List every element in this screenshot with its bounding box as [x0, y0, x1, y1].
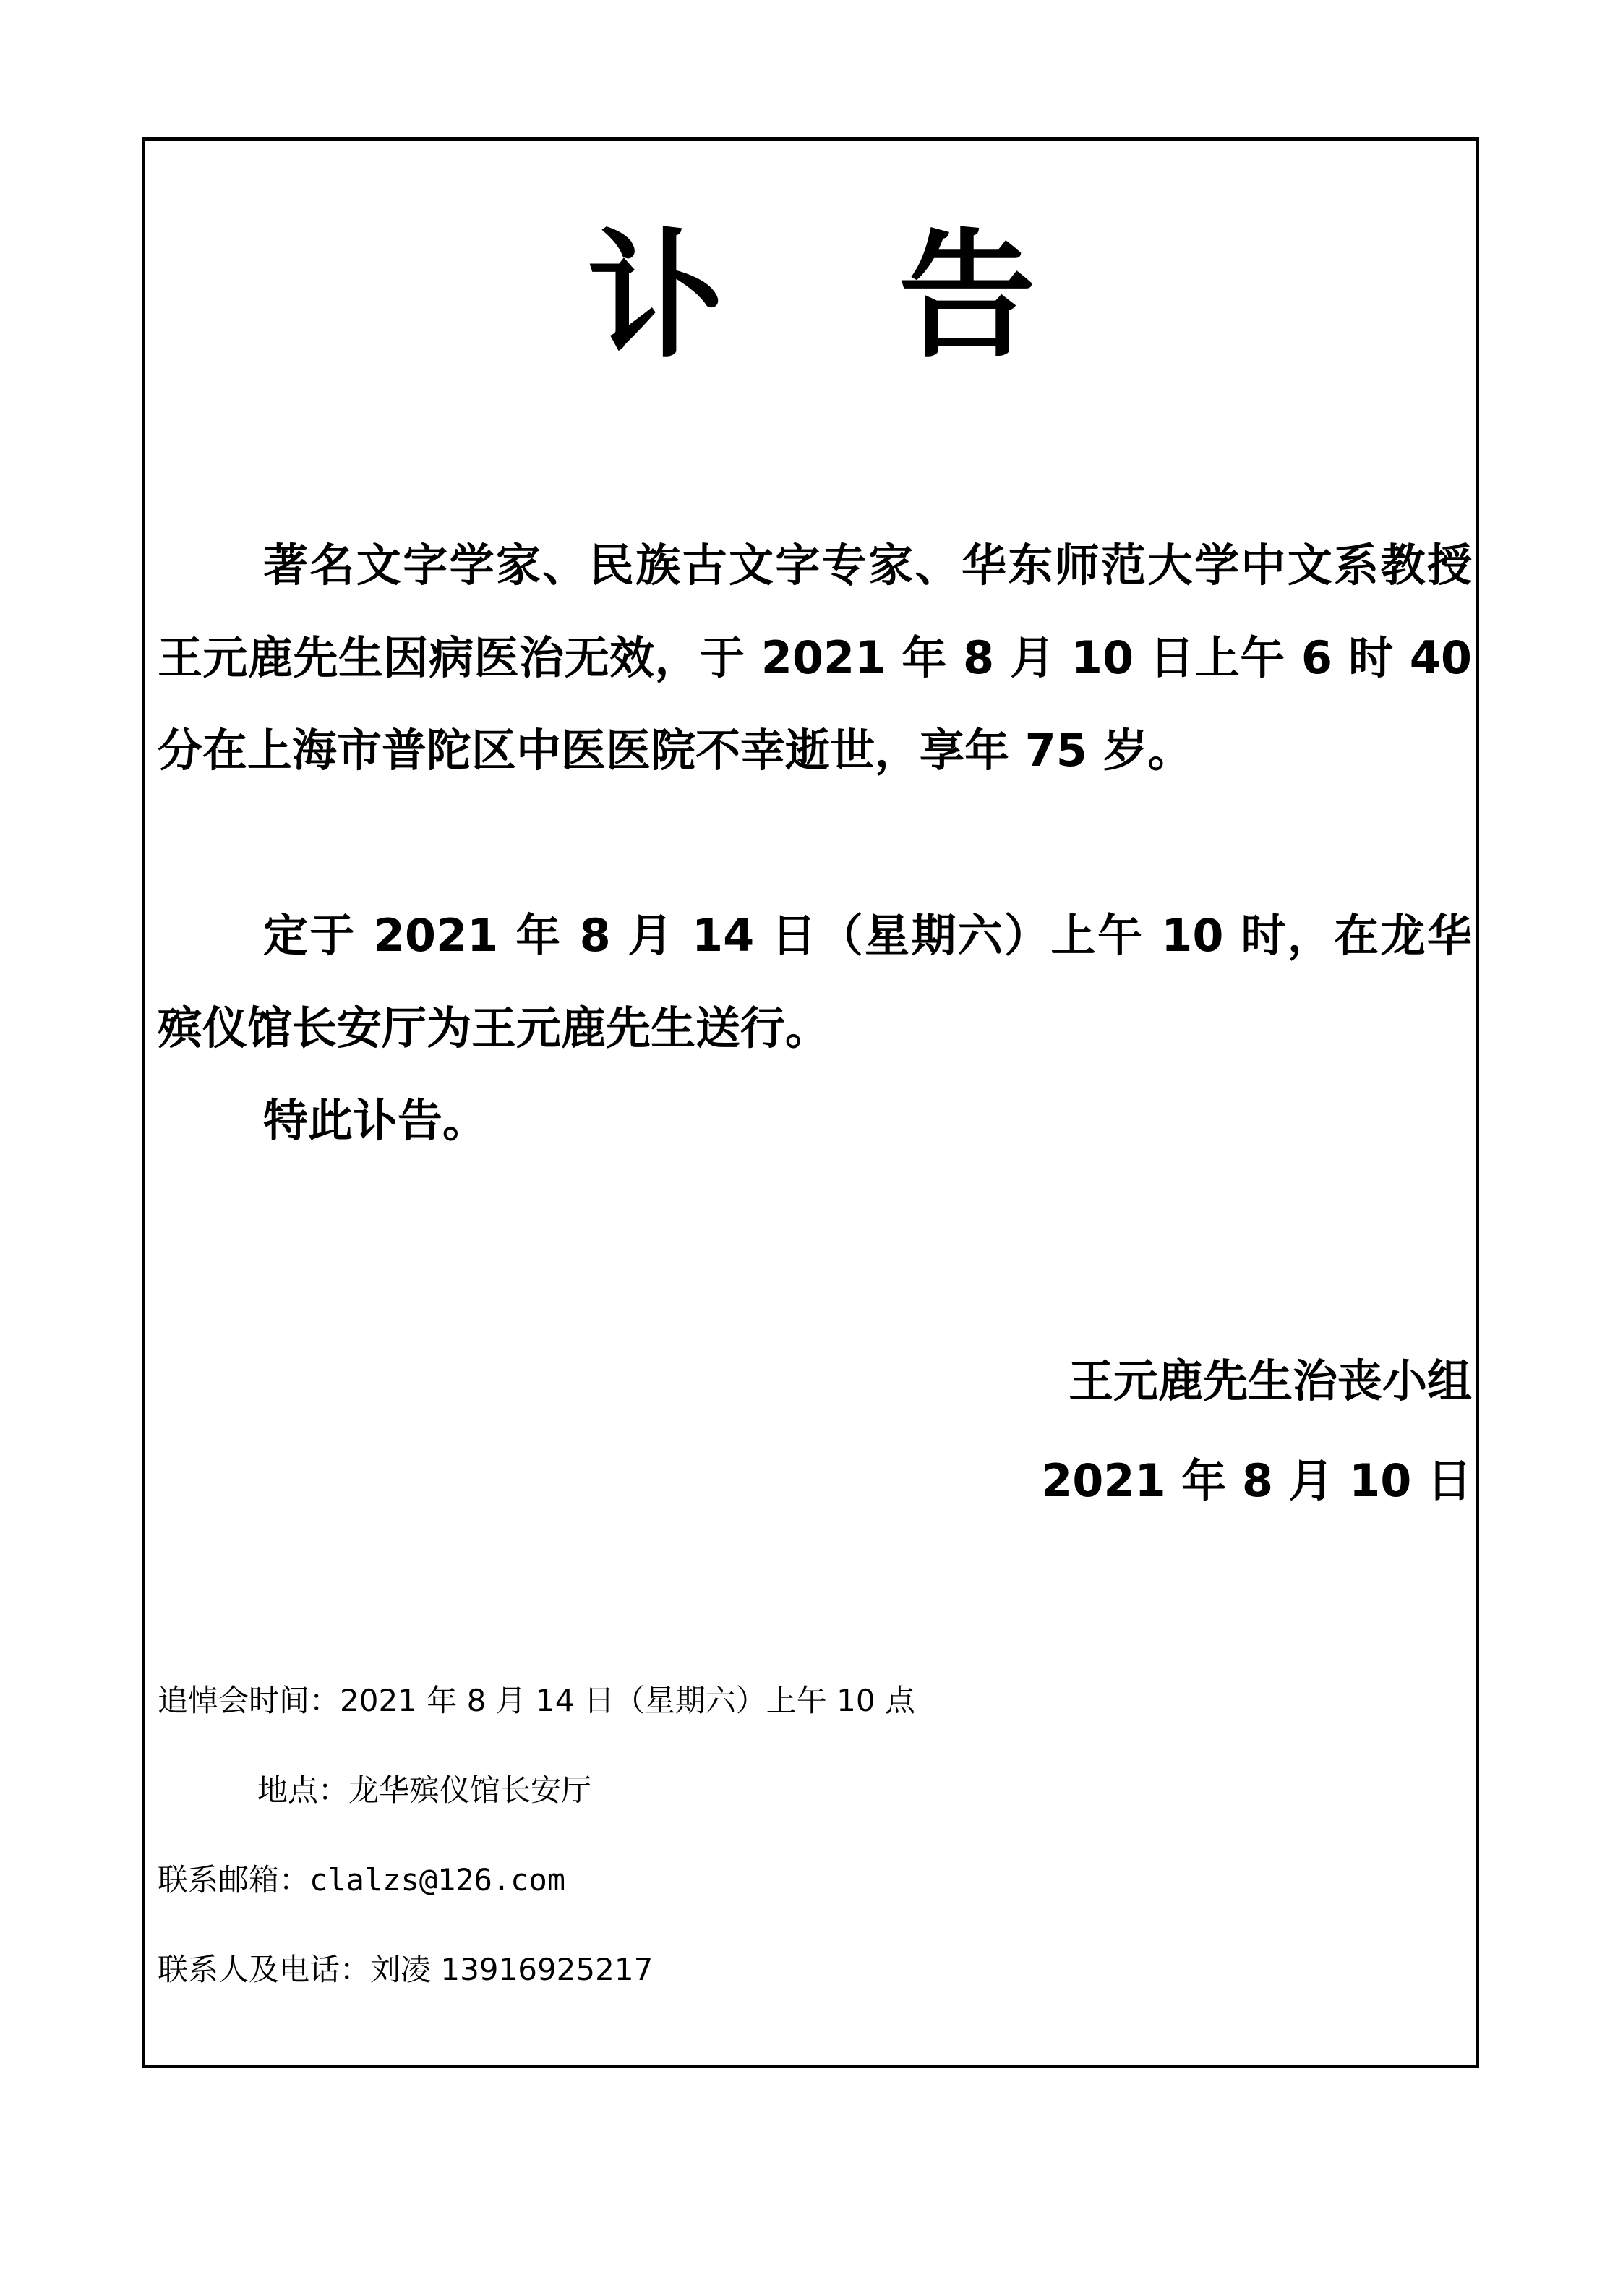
memorial-time: 追悼会时间：2021 年 8 月 14 日（星期六）上午 10 点: [158, 1683, 915, 1718]
memorial-location: 地点：龙华殡仪馆长安厅: [257, 1772, 592, 1808]
announcement-paragraph-1: 著名文字学家、民族古文字专家、华东师范大学中文系教授王元鹿先生因病医治无效，于 2021 年 8 月 10 日上午 6 时 40 分在上海市普陀区中医医院不幸逝世，享年 75 岁。: [158, 539, 1472, 777]
notice-title: [0, 217, 1623, 376]
signature-date: 2021 年 8 月 10 日: [1041, 1454, 1472, 1507]
announcement-paragraph-2: 定于 2021 年 8 月 14 日（星期六）上午 10 时，在龙华殡仪馆长安厅为王元鹿先生送行。: [158, 909, 1472, 1054]
contact-person-phone: 联系人及电话：刘凌 13916925217: [158, 1952, 654, 1987]
title-char-2: 告: [898, 216, 1036, 376]
announcement-paragraph-3: 特此讣告。: [263, 1094, 488, 1147]
contact-email-row: [158, 1858, 565, 1902]
signature-committee: 王元鹿先生治丧小组: [1068, 1354, 1472, 1407]
title-char-1: 讣: [587, 216, 725, 376]
contact-email-label: 联系邮箱：: [158, 1862, 310, 1898]
contact-email-link[interactable]: clalzs@126.com: [309, 1862, 566, 1898]
